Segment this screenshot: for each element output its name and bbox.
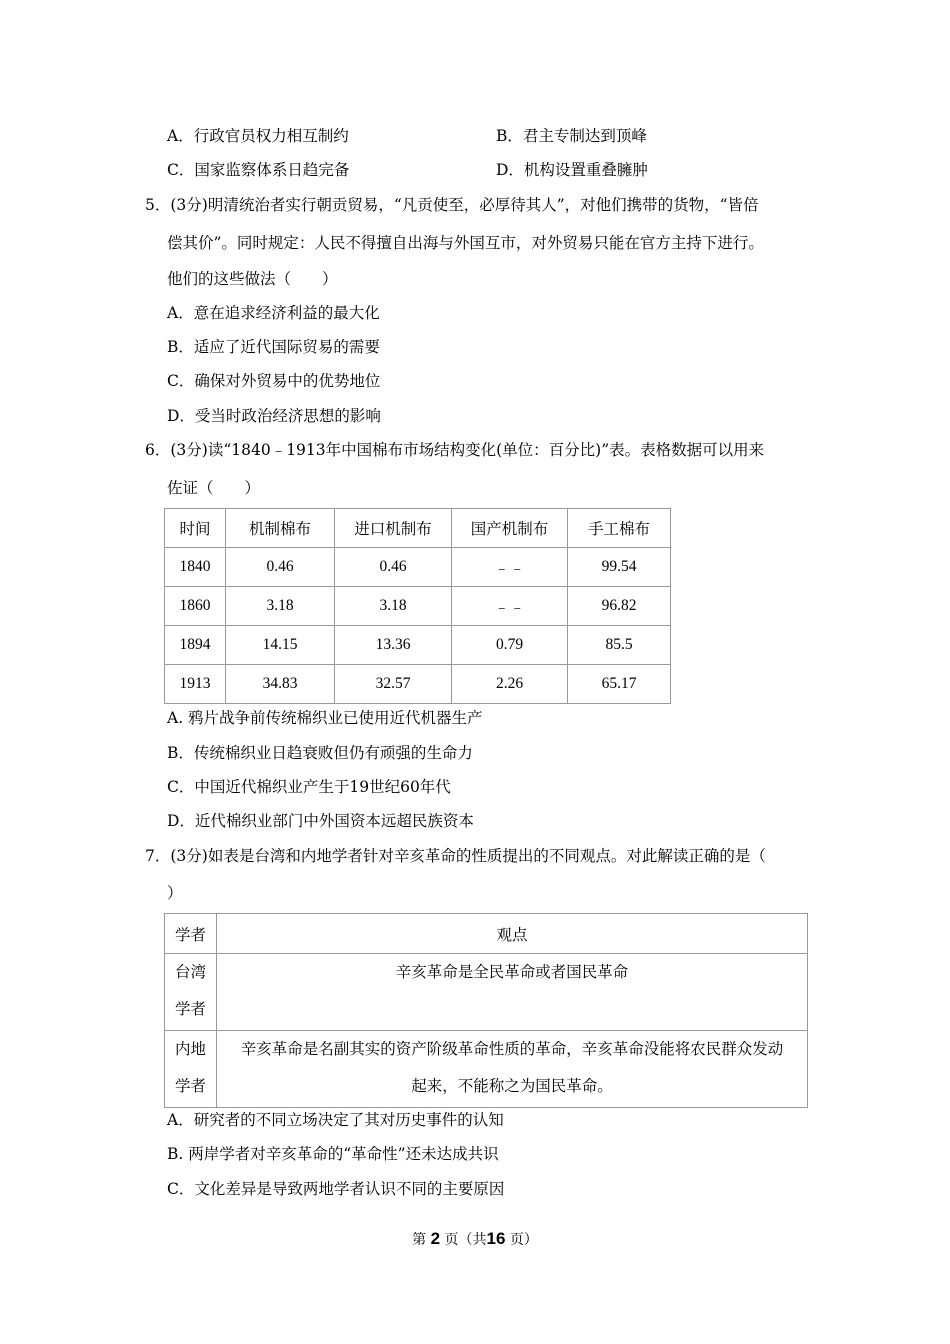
q6-option-a: A. 鸦片战争前传统棉织业已使用近代机器生产	[167, 709, 483, 727]
q5-stem-line-1: 5．(3分)明清统治者实行朝贡贸易，“凡贡使至，必厚待其人”，对他们携带的货物，“皆倍	[145, 196, 759, 214]
table-cell: 3.18	[335, 587, 452, 626]
scholar-label: 台湾	[174, 963, 206, 981]
table-header-cell: 学者	[165, 914, 217, 954]
table-cell: 0.46	[335, 548, 452, 587]
footer-middle: 页（共	[444, 1232, 487, 1248]
table-cell: 34.83	[226, 665, 335, 704]
table-row	[165, 587, 671, 626]
table-cell: 1860	[165, 587, 226, 626]
footer-prefix: 第	[412, 1232, 427, 1248]
q5-stem-line-2: 偿其价”。同时规定：人民不得擅自出海与外国互市，对外贸易只能在官方主持下进行。	[167, 234, 764, 252]
q4-option-a: A．行政官员权力相互制约	[167, 127, 349, 145]
q6-stem-line-1: 6．(3分)读“1840﹣1913年中国棉布市场结构变化(单位：百分比)”表。表格数据可以用来	[145, 441, 765, 459]
table-cell: 1840	[165, 548, 226, 587]
table-cell: 65.17	[568, 665, 671, 704]
q5-option-b: B．适应了近代国际贸易的需要	[167, 338, 380, 356]
table-header-cell: 时间	[165, 509, 226, 548]
footer-suffix: 页）	[509, 1232, 538, 1248]
q5-option-a: A．意在追求经济利益的最大化	[167, 304, 380, 322]
q7-stem-line-1: 7．(3分)如表是台湾和内地学者针对辛亥革命的性质提出的不同观点。对此解读正确的是（	[145, 847, 766, 865]
q7-option-b: B. 两岸学者对辛亥革命的“革命性”还未达成共识	[167, 1145, 499, 1163]
q4-option-c: C．国家监察体系日趋完备	[167, 161, 350, 179]
table-cell: 1913	[165, 665, 226, 704]
view-text: 辛亥革命是全民革命或者国民革命	[395, 963, 629, 981]
table-header-cell: 国产机制布	[452, 509, 568, 548]
view-text: 起来，不能称之为国民革命。	[411, 1077, 613, 1095]
view-text: 辛亥革命是名副其实的资产阶级革命性质的革命，辛亥革命没能将农民群众发动	[240, 1040, 784, 1058]
table-cell: 1894	[165, 626, 226, 665]
table-header-row	[165, 914, 808, 954]
table-row	[165, 548, 671, 587]
table-cell: 96.82	[568, 587, 671, 626]
table-cell: 0.46	[226, 548, 335, 587]
q6-option-d: D．近代棉织业部门中外国资本远超民族资本	[167, 812, 474, 830]
table-cell: 32.57	[335, 665, 452, 704]
q5-option-c: C．确保对外贸易中的优势地位	[167, 372, 381, 390]
table-row	[165, 626, 671, 665]
table-header-row	[165, 509, 671, 548]
q7-stem-line-2: ）	[167, 884, 183, 902]
table-cell: 13.36	[335, 626, 452, 665]
view-cell	[217, 1031, 808, 1108]
scholar-cell	[165, 1031, 217, 1108]
table-cell: 2.26	[452, 665, 568, 704]
q6-stem-line-2: 佐证（ ）	[167, 479, 261, 497]
q4-option-b: B．君主专制达到顶峰	[496, 127, 647, 145]
table-cell: ﹣﹣	[452, 548, 568, 587]
table-header-cell: 进口机制布	[335, 509, 452, 548]
table-header-cell: 手工棉布	[568, 509, 671, 548]
table-cell: 14.15	[226, 626, 335, 665]
q7-views-table	[164, 913, 808, 1108]
view-cell	[217, 954, 808, 1031]
page-footer	[0, 1229, 950, 1249]
table-header-cell: 观点	[217, 914, 808, 954]
table-row	[165, 665, 671, 704]
table-row	[165, 1031, 808, 1108]
q6-option-c: C．中国近代棉织业产生于19世纪60年代	[167, 778, 451, 796]
q4-option-d: D．机构设置重叠臃肿	[496, 161, 648, 179]
footer-total-pages: 16	[486, 1229, 506, 1248]
scholar-label: 学者	[174, 1000, 206, 1018]
q7-option-c: C．文化差异是导致两地学者认识不同的主要原因	[167, 1180, 505, 1198]
q6-option-b: B．传统棉织业日趋衰败但仍有顽强的生命力	[167, 744, 473, 762]
q5-stem-line-3: 他们的这些做法（ ）	[167, 270, 338, 288]
q7-option-a: A．研究者的不同立场决定了其对历史事件的认知	[167, 1111, 504, 1129]
scholar-label: 内地	[174, 1040, 206, 1058]
footer-page-number: 2	[430, 1229, 441, 1248]
table-cell: 85.5	[568, 626, 671, 665]
table-cell: ﹣﹣	[452, 587, 568, 626]
table-row	[165, 954, 808, 1031]
table-header-cell: 机制棉布	[226, 509, 335, 548]
table-cell: 99.54	[568, 548, 671, 587]
scholar-cell	[165, 954, 217, 1031]
q6-data-table	[164, 508, 671, 704]
table-cell: 3.18	[226, 587, 335, 626]
table-cell: 0.79	[452, 626, 568, 665]
scholar-label: 学者	[174, 1077, 206, 1095]
q5-option-d: D．受当时政治经济思想的影响	[167, 407, 381, 425]
